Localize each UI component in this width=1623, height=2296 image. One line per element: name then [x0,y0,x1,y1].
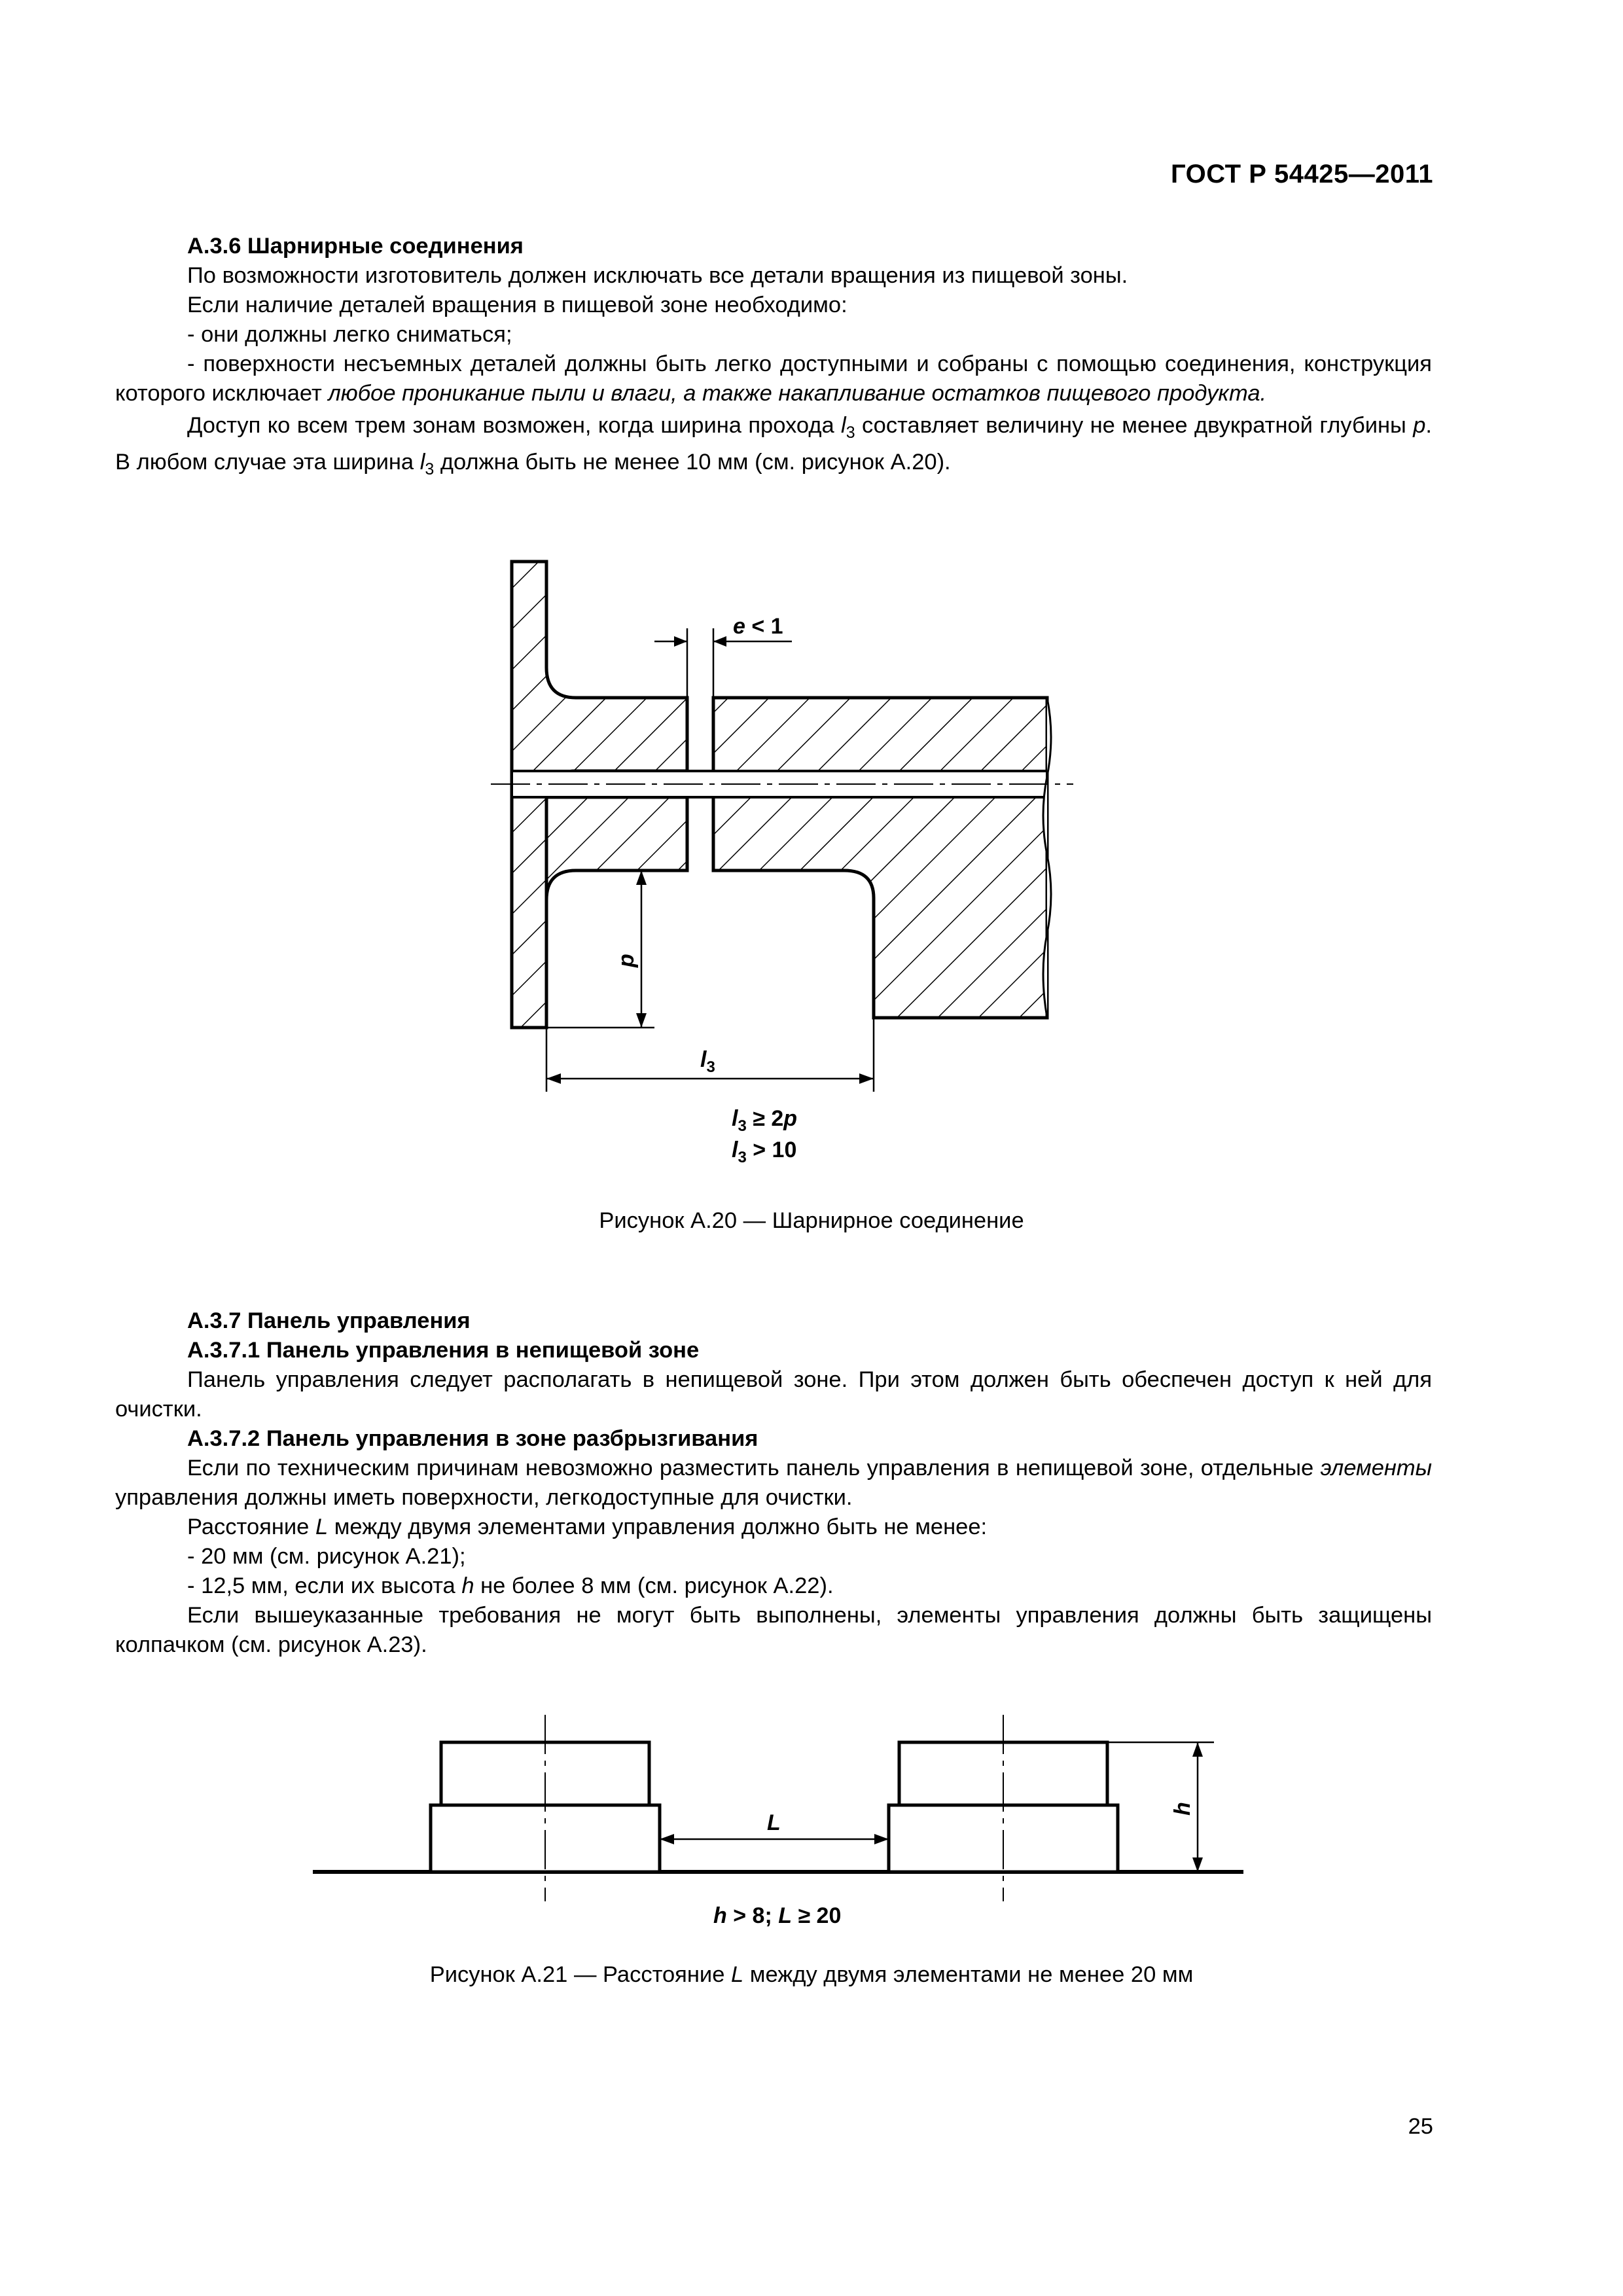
list-item: - 12,5 мм, если их высота h не более 8 мм (см. рисунок А.22). [187,1573,834,1598]
paragraph: Доступ ко всем трем зонам возможен, когда ширина прохода $l_3$ составляет величину не менее двукратной глубины p. В любом случае эта ширина $l_3$ должна быть не менее 10 мм (см. рисунок А.20). [115,413,1432,478]
paragraph: Если вышеуказанные требования не могут быть выполнены, элементы управления должны быть защищены колпачком (см. рисунок А.23). [115,1603,1432,1657]
subsection-title: А.3.7.2 Панель управления в зоне разбрызгивания [187,1426,758,1451]
l3-label: $l_3$ [700,1047,715,1076]
paragraph: Расстояние L между двумя элементами управления должно быть не менее: [187,1515,988,1539]
left-lower-block [546,797,687,900]
section-title: А.3.6 Шарнирные соединения [187,234,524,259]
list-item: - они должны легко сниматься; [187,322,512,347]
section-title: А.3.7 Панель управления [187,1308,471,1333]
condition-text: h > 8; L ≥ 20 [713,1903,842,1928]
condition-min: $l_3 > 10$ [732,1138,797,1166]
list-item: - 20 мм (см. рисунок А.21); [187,1544,466,1569]
paragraph: Панель управления следует располагать в непищевой зоне. При этом должен быть обеспечен доступ к ней для очистки. [115,1367,1432,1422]
gap-label: e < 1 [733,614,783,639]
right-body-section [713,698,1047,1018]
figure-a21-spacing-drawing [0,1676,1623,1937]
paragraph: Если наличие деталей вращения в пищевой зоне необходимо: [187,293,847,317]
h-label: h [1170,1802,1195,1816]
L-label: L [767,1810,781,1835]
condition-ratio: $l_3 \ge 2p$ [732,1106,798,1135]
standard-header: ГОСТ Р 54425—2011 [1171,160,1433,188]
page-number: 25 [1408,2114,1433,2139]
subsection-title: А.3.7.1 Панель управления в непищевой зоне [187,1338,700,1363]
section-a37 [115,1306,1432,1660]
p-label: p [614,954,639,967]
figure-a21-caption: Рисунок А.21 — Расстояние L между двумя элементами не менее 20 мм [429,1962,1194,1987]
paragraph: По возможности изготовитель должен исключать все детали вращения из пищевой зоны. [187,263,1128,288]
paragraph: Если по техническим причинам невозможно разместить панель управления в непищевой зоне, отдельные элементы управления должны иметь поверхности, легкодоступные для очистки. [115,1456,1432,1510]
list-item: - поверхности несъемных деталей должны быть легко доступными и собраны с помощью соединения, конструкция которого исключает любое проникание пыли и влаги, а также накапливание остатков пищевого продукта. [115,351,1432,406]
figure-a20-caption: Рисунок А.20 — Шарнирное соединение [599,1208,1024,1233]
